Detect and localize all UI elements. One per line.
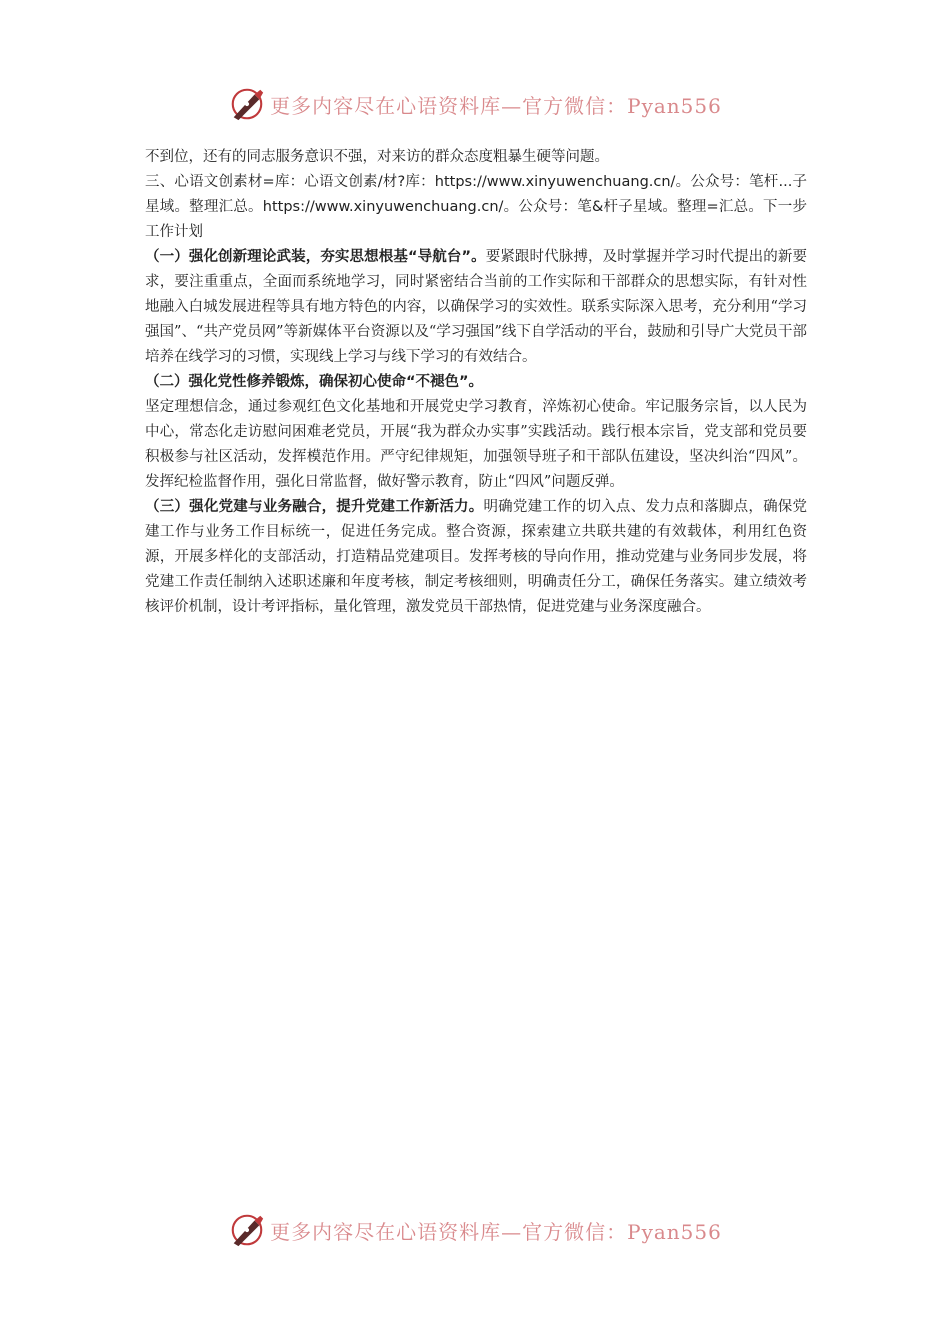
paragraph-item-3 <box>145 495 807 620</box>
document-body <box>145 145 807 620</box>
item-3-text: 明确党建工作的切入点、发力点和落脚点，确保党建工作与业务工作目标统一，促进任务完成。整合资源，探索建立共联共建的有效载体，利用红色资源，开展多样化的支部活动，打造精品党建项目。发挥考核的导向作用，推动党建与业务同步发展，将党建工作责任制纳入述职述廉和年度考核，制定考核细则，明确责任分工，确保任务落实。建立绩效考核评价机制，设计考评指标，量化管理，激发党员干部热情，促进党建与业务深度融合。 <box>145 499 808 615</box>
item-1-heading: （一）强化创新理论武装，夯实思想根基“导航台”。 <box>145 249 486 265</box>
footer-banner <box>0 1208 950 1252</box>
section-heading-3: 三、心语文创素材=库：心语文创素/材?库：https://www.xinyuwenchuang.cn/。公众号：笔杆...子星域。整理汇总。https://www.xinyuwenchuang.cn/。公众号：笔&杆子星域。整理=汇总。下一步工作计划 <box>145 174 807 240</box>
paragraph-item-1 <box>145 245 807 370</box>
item-1-text: 要紧跟时代脉搏，及时掌握并学习时代提出的新要求，要注重重点，全面而系统地学习，同时紧密结合当前的工作实际和干部群众的思想实际，有针对性地融入白城发展进程等具有地方特色的内容，以确保学习的实效性。联系实际深入思考，充分利用“学习强国”、“共产党员网”等新媒体平台资源以及“学习强国”线下自学活动的平台，鼓励和引导广大党员干部培养在线学习的习惯，实现线上学习与线下学习的有效结合。 <box>145 249 808 365</box>
paragraph-item-2-heading <box>145 370 807 395</box>
pen-nib-logo-icon <box>228 1211 266 1249</box>
item-2-heading: （二）强化党性修养锻炼，确保初心使命“不褪色”。 <box>145 374 484 390</box>
item-3-heading: （三）强化党建与业务融合，提升党建工作新活力。 <box>145 499 484 515</box>
pen-nib-logo-icon <box>228 85 266 123</box>
header-banner <box>0 82 950 126</box>
banner-text: 更多内容尽在心语资料库—官方微信：Pyan556 <box>270 93 722 118</box>
paragraph-continued: 不到位，还有的同志服务意识不强，对来访的群众态度粗暴生硬等问题。 <box>145 149 609 165</box>
banner-text: 更多内容尽在心语资料库—官方微信：Pyan556 <box>270 1219 722 1244</box>
paragraph-item-2-text: 坚定理想信念，通过参观红色文化基地和开展党史学习教育，淬炼初心使命。牢记服务宗旨，以人民为中心，常态化走访慰问困难老党员，开展“我为群众办实事”实践活动。践行根本宗旨，党支部和党员要积极参与社区活动，发挥模范作用。严守纪律规矩，加强领导班子和干部队伍建设，坚决纠治“四风”。发挥纪检监督作用，强化日常监督，做好警示教育，防止“四风”问题反弹。 <box>145 399 807 490</box>
